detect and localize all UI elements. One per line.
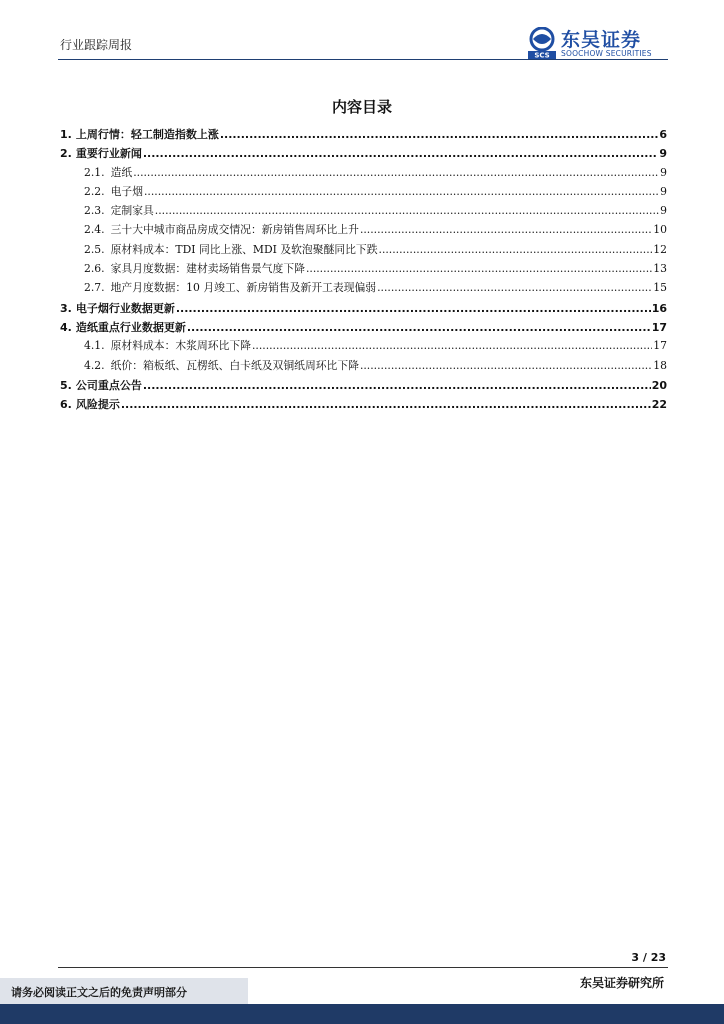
page-number: 3 / 23: [631, 951, 666, 964]
toc-entry-title: 重要行业新闻: [75, 147, 142, 161]
toc-leader-dots: [144, 185, 659, 198]
toc-entry-title: 电子烟行业数据更新: [75, 301, 175, 315]
toc-entry-number: 2.3.: [84, 204, 105, 218]
toc-entry-page: 22: [651, 398, 667, 412]
logo-mark-text: SCS: [534, 51, 550, 59]
toc-entry[interactable]: [60, 396, 667, 415]
toc-entry-page: 9: [659, 147, 667, 161]
toc-entry-page: 20: [651, 378, 667, 392]
report-type-label: 行业跟踪周报: [60, 38, 133, 52]
toc-entry-title: 地产月度数据：10 月竣工、新房销售及新开工表现偏弱: [110, 281, 377, 295]
toc-entry[interactable]: [60, 280, 667, 299]
table-of-contents: [60, 126, 667, 415]
toc-leader-dots: [155, 204, 659, 217]
toc-leader-dots: [252, 339, 652, 352]
toc-entry-title: 家具月度数据：建材卖场销售景气度下降: [110, 262, 305, 276]
toc-entry-page: 17: [653, 339, 667, 353]
toc-entry[interactable]: [60, 165, 667, 184]
toc-entry-number: 4.1.: [84, 339, 105, 353]
toc-entry-number: 2.7.: [84, 281, 105, 295]
toc-entry-number: 4.2.: [84, 358, 105, 372]
toc-entry-number: 2.1.: [84, 165, 105, 179]
toc-entry-page: 15: [653, 281, 667, 295]
toc-entry-title: 原材料成本：木浆周环比下降: [110, 339, 251, 353]
toc-leader-dots: [377, 281, 652, 294]
toc-entry-title: 风险提示: [75, 398, 120, 412]
toc-entry-page: 18: [653, 358, 667, 372]
toc-entry-page: 17: [651, 320, 667, 334]
toc-entry-page: 9: [660, 165, 667, 179]
toc-leader-dots: [143, 147, 659, 160]
footer-bar: [0, 1004, 724, 1024]
toc-entry-title: 造纸重点行业数据更新: [75, 320, 186, 334]
toc-entry-title: 公司重点公告: [75, 378, 142, 392]
toc-entry-page: 10: [653, 223, 667, 237]
toc-entry-title: 三十大中城市商品房成交情况：新房销售周环比上升: [110, 223, 359, 237]
toc-entry-title: 上周行情：轻工制造指数上涨: [75, 128, 219, 141]
toc-leader-dots: [176, 302, 651, 315]
toc-entry-number: 2.2.: [84, 184, 105, 198]
toc-leader-dots: [306, 262, 652, 275]
toc-entry-page: 13: [653, 262, 667, 276]
toc-entry-number: 1.: [60, 128, 72, 141]
header-divider: [58, 59, 668, 60]
research-institute-name: 东吴证券研究所: [579, 976, 664, 990]
toc-leader-dots: [133, 166, 659, 179]
toc-entry[interactable]: [60, 126, 667, 145]
toc-entry-page: 6: [659, 128, 667, 141]
toc-entry-number: 2.5.: [84, 242, 105, 256]
toc-entry[interactable]: [60, 184, 667, 203]
toc-entry-title: 纸价：箱板纸、瓦楞纸、白卡纸及双铜纸周环比下降: [110, 358, 359, 372]
toc-entry-title: 电子烟: [110, 184, 143, 198]
toc-entry[interactable]: [60, 358, 667, 377]
logo-mark-icon: [527, 27, 557, 59]
toc-entry[interactable]: [60, 242, 667, 261]
toc-entry[interactable]: [60, 300, 667, 319]
toc-entry-title: 原材料成本：TDI 同比上涨、MDI 及软泡聚醚同比下跌: [110, 242, 378, 256]
toc-entry-number: 2.: [60, 147, 72, 161]
footer-divider: [58, 967, 668, 968]
toc-entry[interactable]: [60, 222, 667, 241]
toc-entry-number: 2.6.: [84, 262, 105, 276]
toc-leader-dots: [143, 379, 651, 392]
toc-entry-title: 造纸: [110, 165, 133, 179]
toc-entry[interactable]: [60, 377, 667, 396]
toc-entry[interactable]: [60, 338, 667, 357]
toc-leader-dots: [220, 128, 659, 141]
logo-chinese-name: 东吴证券: [561, 29, 642, 51]
disclaimer-notice: 请务必阅读正文之后的免责声明部分: [0, 978, 248, 1004]
toc-entry-number: 5.: [60, 378, 72, 392]
toc-leader-dots: [187, 321, 651, 334]
toc-leader-dots: [360, 223, 652, 236]
toc-leader-dots: [121, 398, 651, 411]
logo-english-name: SOOCHOW SECURITIES: [561, 49, 652, 58]
toc-title: 内容目录: [331, 98, 392, 116]
toc-entry-page: 9: [660, 184, 667, 198]
toc-entry[interactable]: [60, 203, 667, 222]
toc-entry[interactable]: [60, 319, 667, 338]
toc-leader-dots: [360, 359, 652, 372]
company-logo: [527, 27, 672, 59]
toc-entry-title: 定制家具: [110, 204, 154, 218]
toc-entry-number: 6.: [60, 398, 72, 412]
toc-entry-page: 16: [651, 301, 667, 315]
toc-entry-page: 9: [660, 204, 667, 218]
toc-entry-page: 12: [653, 242, 667, 256]
toc-entry[interactable]: [60, 145, 667, 164]
toc-entry[interactable]: [60, 261, 667, 280]
toc-leader-dots: [379, 243, 653, 256]
toc-entry-number: 2.4.: [84, 223, 105, 237]
toc-entry-number: 3.: [60, 301, 72, 315]
toc-entry-number: 4.: [60, 320, 72, 334]
